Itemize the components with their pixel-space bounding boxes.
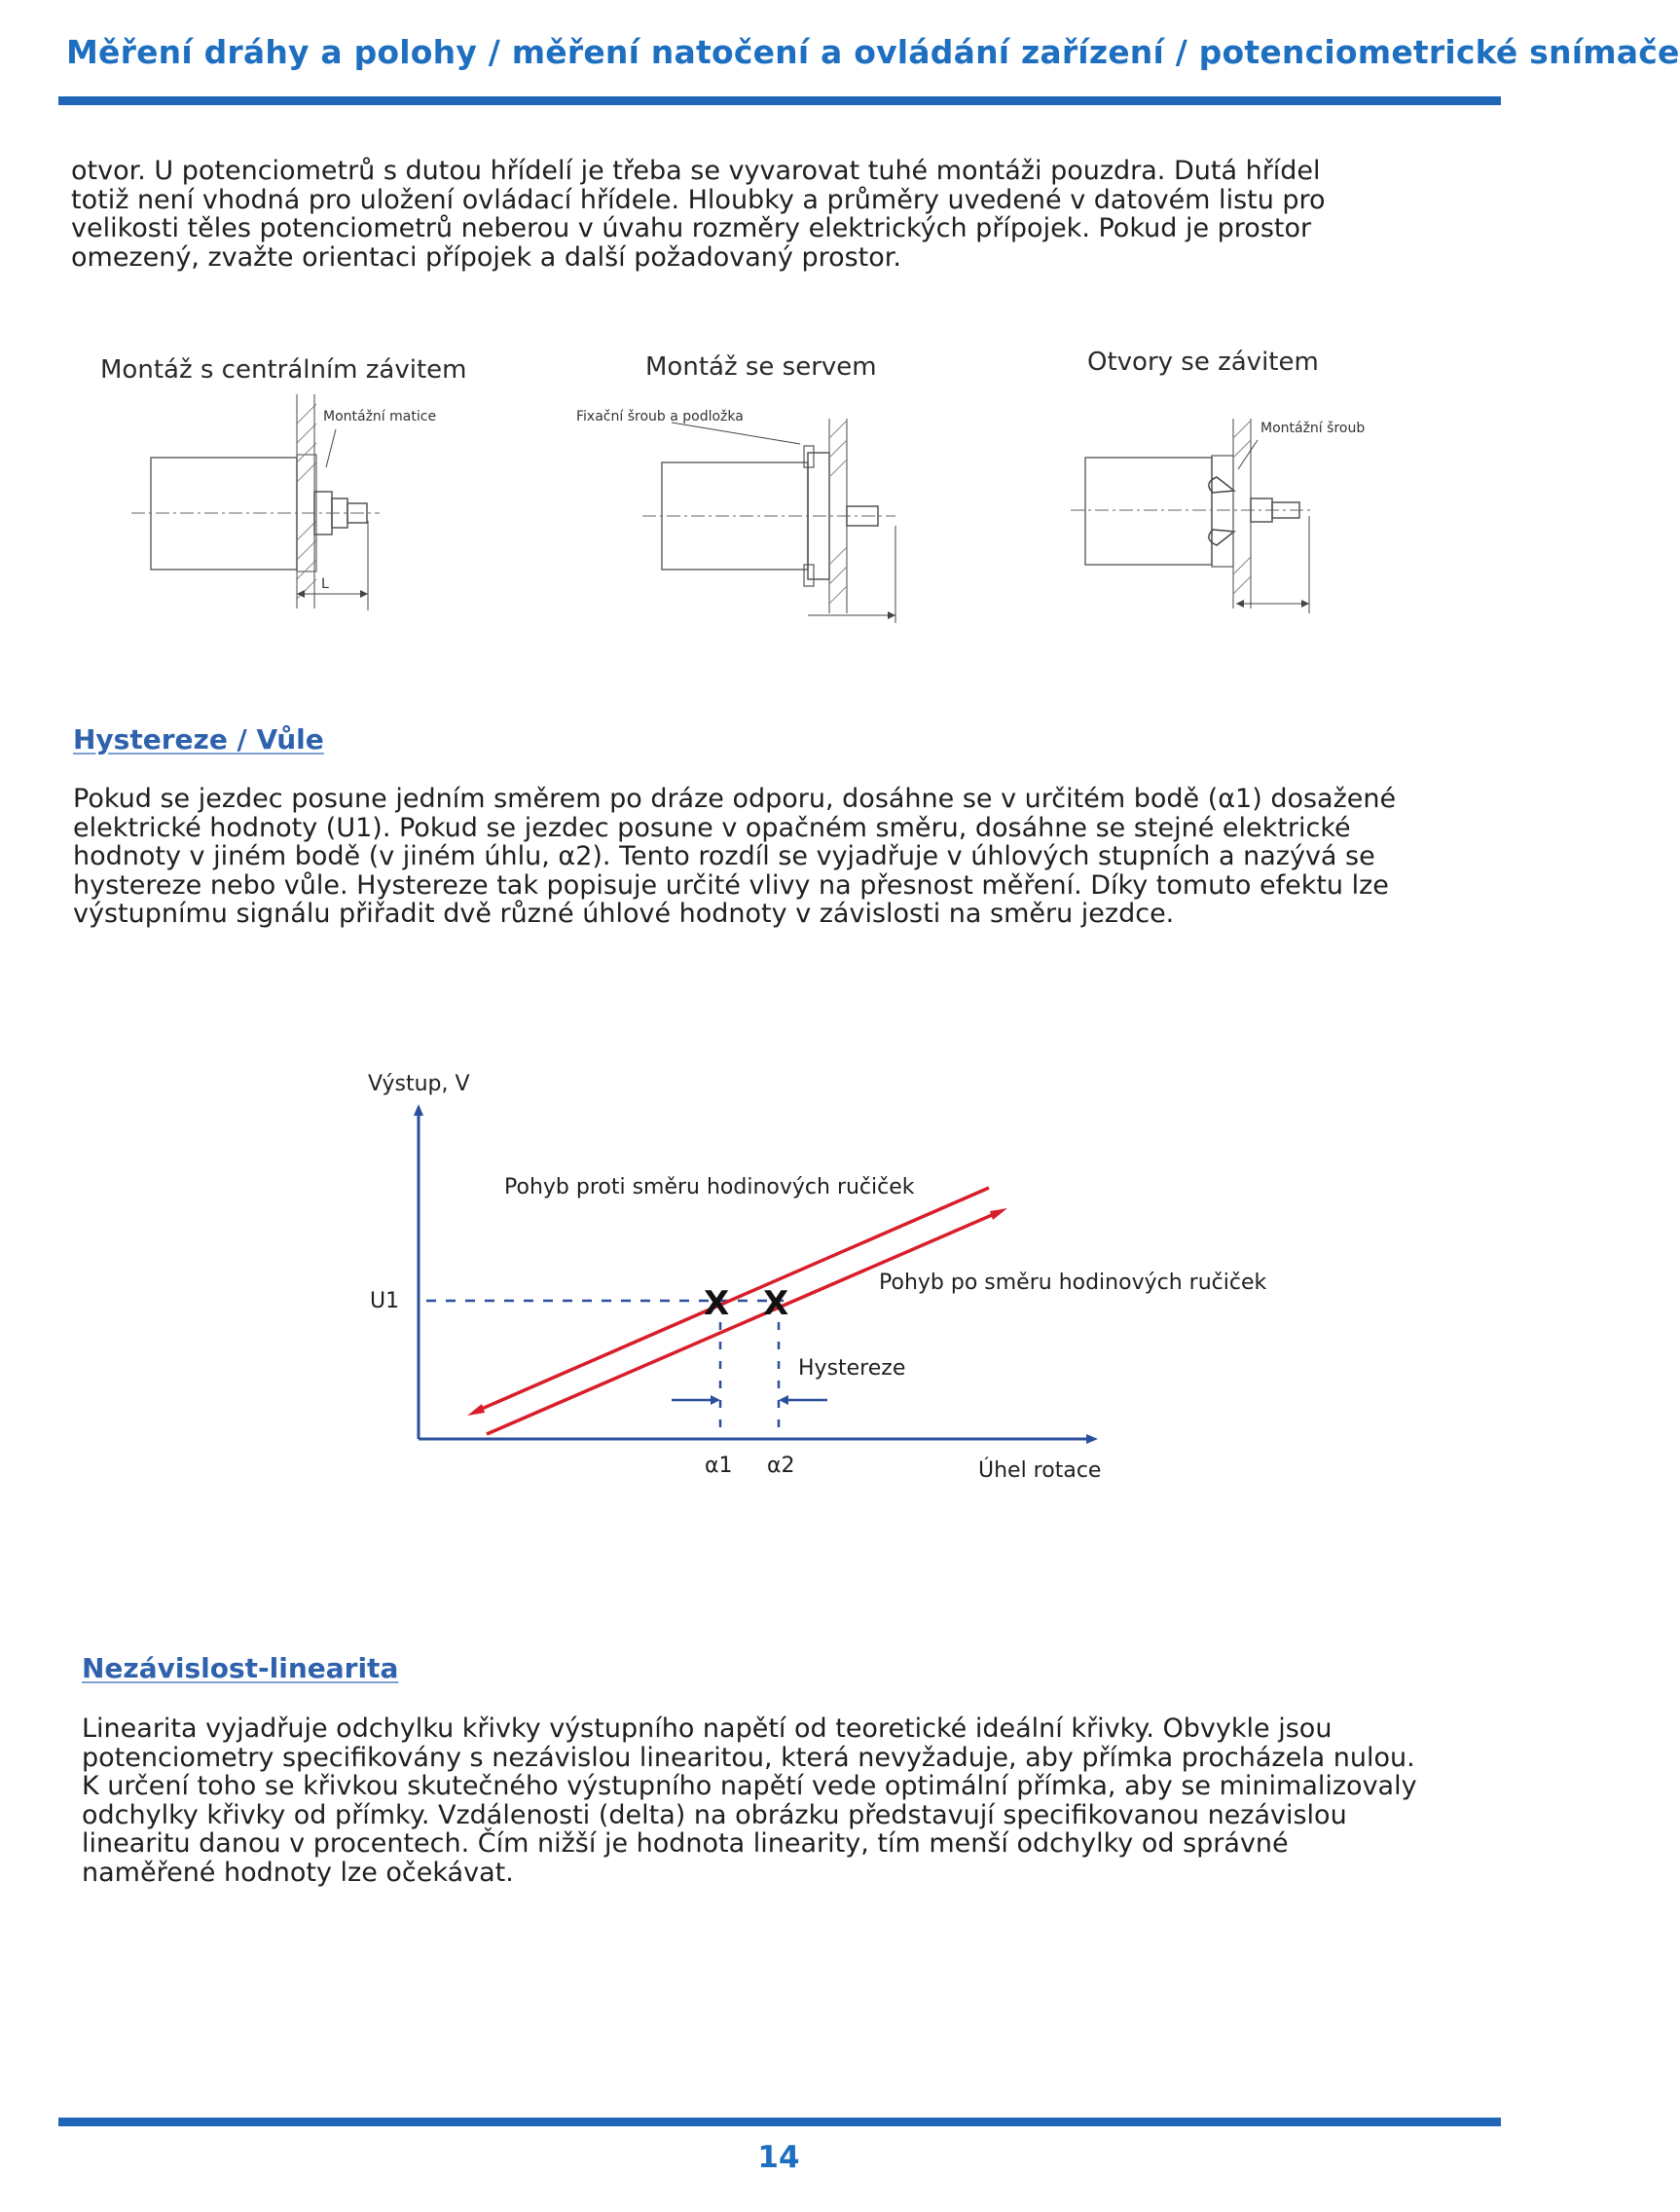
label-mounting-nut: Montážní matice [323,409,437,424]
chart-arrow-counterclockwise [467,1404,485,1416]
linearity-line: odchylky křivky od přímky. Vzdálenosti (delta) na obrázku představují specifikovanou nezávislou [82,1799,1347,1830]
figure-caption-threaded-holes: Otvory se závitem [1087,348,1319,377]
linearity-paragraph [82,1714,1417,1887]
intro-line: velikosti těles potenciometrů neberou v úvahu rozměry elektrických přípojek. Pokud je prostor [71,213,1312,243]
linearity-line: linearitu danou v procentech. Čím nižší je hodnota linearity, tím menší odchylky od správné [82,1828,1289,1859]
intro-line: otvor. U potenciometrů s dutou hřídelí je třeba se vyvarovat tuhé montáži pouzdra. Dutá hřídel [71,156,1321,186]
chart-marker-alpha1: X [704,1284,730,1323]
hysteresis-chart [331,1051,1267,1509]
hysteresis-line: výstupnímu signálu přiřadit dvě různé úhlové hodnoty v závislosti na směru jezdce. [73,899,1175,929]
page-number: 14 [757,2140,800,2175]
figure-caption-central-thread: Montáž s centrálním závitem [100,355,467,385]
hysteresis-line: elektrické hodnoty (U1). Pokud se jezdec posune v opačném směru, dosáhne se stejné elektrické [73,812,1351,843]
section-heading-linearity: Nezávislost-linearita [82,1652,399,1684]
chart-line-clockwise [487,1212,999,1434]
figure-caption-servo: Montáž se servem [645,352,877,382]
label-fixing-screw-washer: Fixační šroub a podložka [576,409,744,424]
diagram-central-thread-mount [117,394,437,618]
linearity-line: potenciometry specifikovány s nezávislou linearitou, která nevyžaduje, aby přímka procházela nulou. [82,1742,1415,1773]
chart-series-label-counterclockwise: Pohyb proti směru hodinových ručiček [504,1175,915,1199]
hysteresis-line: hystereze nebo vůle. Hystereze tak popisuje určité vlivy na přesnost měření. Díky tomuto efektu lze [73,869,1389,901]
chart-series-label-clockwise: Pohyb po směru hodinových ručiček [879,1271,1267,1295]
chart-y-axis-label: Výstup, V [368,1072,470,1096]
chart-x-tick-alpha2: α2 [767,1454,795,1478]
chart-x-tick-alpha1: α1 [705,1454,733,1478]
intro-line: omezený, zvažte orientaci přípojek a další požadovaný prostor. [71,241,901,273]
chart-x-axis-label: Úhel rotace [978,1458,1102,1483]
chart-arrow-clockwise [990,1208,1007,1220]
linearity-line: naměřené hodnoty lze očekávat. [82,1857,514,1888]
page-header-title: Měření dráhy a polohy / měření natočení a ovládání zařízení / potenciometrické snímače [66,33,1680,71]
chart-hysteresis-label: Hystereze [798,1356,906,1381]
hysteresis-line: Pokud se jezdec posune jedním směrem po dráze odporu, dosáhne se v určitém bodě (α1) dosažené [73,784,1397,814]
header-rule [58,96,1501,105]
chart-u1-label: U1 [370,1289,400,1313]
label-dimension-l: L [321,576,329,592]
linearity-line: K určení toho se křivkou skutečného výstupního napětí vede optimální přímka, aby se minimalizovaly [82,1771,1417,1801]
label-mounting-screw: Montážní šroub [1260,421,1366,436]
hysteresis-paragraph [73,785,1396,929]
chart-marker-alpha2: X [763,1284,789,1323]
footer-rule [58,2118,1501,2126]
chart-y-axis-arrow [414,1104,423,1116]
intro-line: totiž není vhodná pro uložení ovládací hřídele. Hloubky a průměry uvedené v datovém listu pro [71,184,1326,215]
diagram-threaded-holes [1071,409,1392,623]
diagram-servo-mount [574,399,915,633]
linearity-line: Linearita vyjadřuje odchylku křivky výstupního napětí od teoretické ideální křivky. Obvykle jsou [82,1714,1333,1744]
intro-paragraph [71,157,1326,272]
chart-x-axis-arrow [1086,1434,1098,1444]
hysteresis-line: hodnoty v jiném bodě (v jiném úhlu, α2). Tento rozdíl se vyjadřuje v úhlových stupních a nazývá se [73,841,1375,871]
section-heading-hysteresis: Hystereze / Vůle [73,723,324,756]
